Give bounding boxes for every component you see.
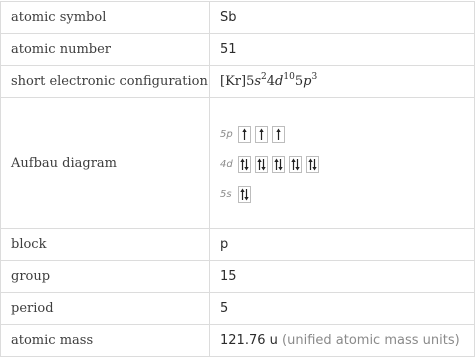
config-electrons: 10 bbox=[283, 72, 295, 82]
orbital-box bbox=[255, 156, 268, 173]
atomic-symbol-value: Sb bbox=[210, 2, 475, 34]
atomic-number-value: 51 bbox=[210, 34, 475, 66]
group-value: 15 bbox=[210, 261, 475, 293]
element-properties-table bbox=[0, 1, 475, 357]
spin-pair-arrows-icon bbox=[239, 187, 250, 202]
orbital-box bbox=[289, 156, 302, 173]
orbital-box bbox=[272, 156, 285, 173]
row-label-period: period bbox=[1, 293, 210, 325]
block-value: p bbox=[210, 229, 475, 261]
aufbau-diagram bbox=[210, 98, 475, 229]
aufbau-orbitals bbox=[220, 124, 474, 203]
spin-pair-arrows-icon bbox=[290, 157, 301, 172]
orbital-label: 5s bbox=[220, 188, 232, 200]
spin-pair-arrows-icon bbox=[256, 157, 267, 172]
orbital-label: 4d bbox=[220, 158, 233, 170]
orbital-box bbox=[238, 186, 251, 203]
config-subshell: p bbox=[303, 74, 312, 89]
orbital-label: 5p bbox=[220, 128, 233, 140]
atomic-mass-cell bbox=[210, 325, 475, 357]
row-label-block: block bbox=[1, 229, 210, 261]
table-row bbox=[1, 34, 475, 66]
row-label-atomic-symbol: atomic symbol bbox=[1, 2, 210, 34]
spin-pair-arrows-icon bbox=[239, 157, 250, 172]
table-row bbox=[1, 66, 475, 98]
config-electrons: 2 bbox=[261, 72, 267, 82]
period-value: 5 bbox=[210, 293, 475, 325]
config-shell: 5 bbox=[246, 74, 255, 89]
row-label-atomic-number: atomic number bbox=[1, 34, 210, 66]
table-row bbox=[1, 325, 475, 357]
table-row bbox=[1, 2, 475, 34]
short-configuration-value bbox=[210, 66, 475, 98]
atomic-mass-unit-note: (unified atomic mass units) bbox=[282, 333, 460, 348]
orbital-box bbox=[238, 156, 251, 173]
orbital-box bbox=[272, 126, 285, 143]
atomic-mass-unit: u bbox=[269, 333, 278, 348]
row-label-atomic-mass: atomic mass bbox=[1, 325, 210, 357]
config-subshell: d bbox=[275, 74, 284, 89]
spin-up-arrow-icon bbox=[273, 127, 284, 142]
config-shell: 5 bbox=[294, 74, 304, 89]
config-electrons: 3 bbox=[311, 72, 318, 82]
spin-up-arrow-icon bbox=[256, 127, 267, 142]
orbital-row-5s bbox=[220, 186, 474, 203]
spin-pair-arrows-icon bbox=[307, 157, 318, 172]
table-row bbox=[1, 229, 475, 261]
row-label-aufbau: Aufbau diagram bbox=[1, 98, 210, 229]
row-label-group: group bbox=[1, 261, 210, 293]
spin-pair-arrows-icon bbox=[273, 157, 284, 172]
orbital-box bbox=[255, 126, 268, 143]
table-row bbox=[1, 98, 475, 229]
config-core: [Kr] bbox=[220, 74, 247, 89]
table-row bbox=[1, 261, 475, 293]
orbital-row-5p bbox=[220, 126, 474, 143]
row-label-short-configuration: short electronic configuration bbox=[1, 66, 210, 98]
config-shell: 4 bbox=[266, 74, 276, 89]
atomic-mass-value: 121.76 bbox=[220, 333, 266, 348]
orbital-box bbox=[238, 126, 251, 143]
orbital-box bbox=[306, 156, 319, 173]
electron-configuration bbox=[220, 74, 317, 89]
table-row bbox=[1, 293, 475, 325]
orbital-row-4d bbox=[220, 156, 474, 173]
config-subshell: s bbox=[254, 74, 262, 89]
spin-up-arrow-icon bbox=[239, 127, 250, 142]
